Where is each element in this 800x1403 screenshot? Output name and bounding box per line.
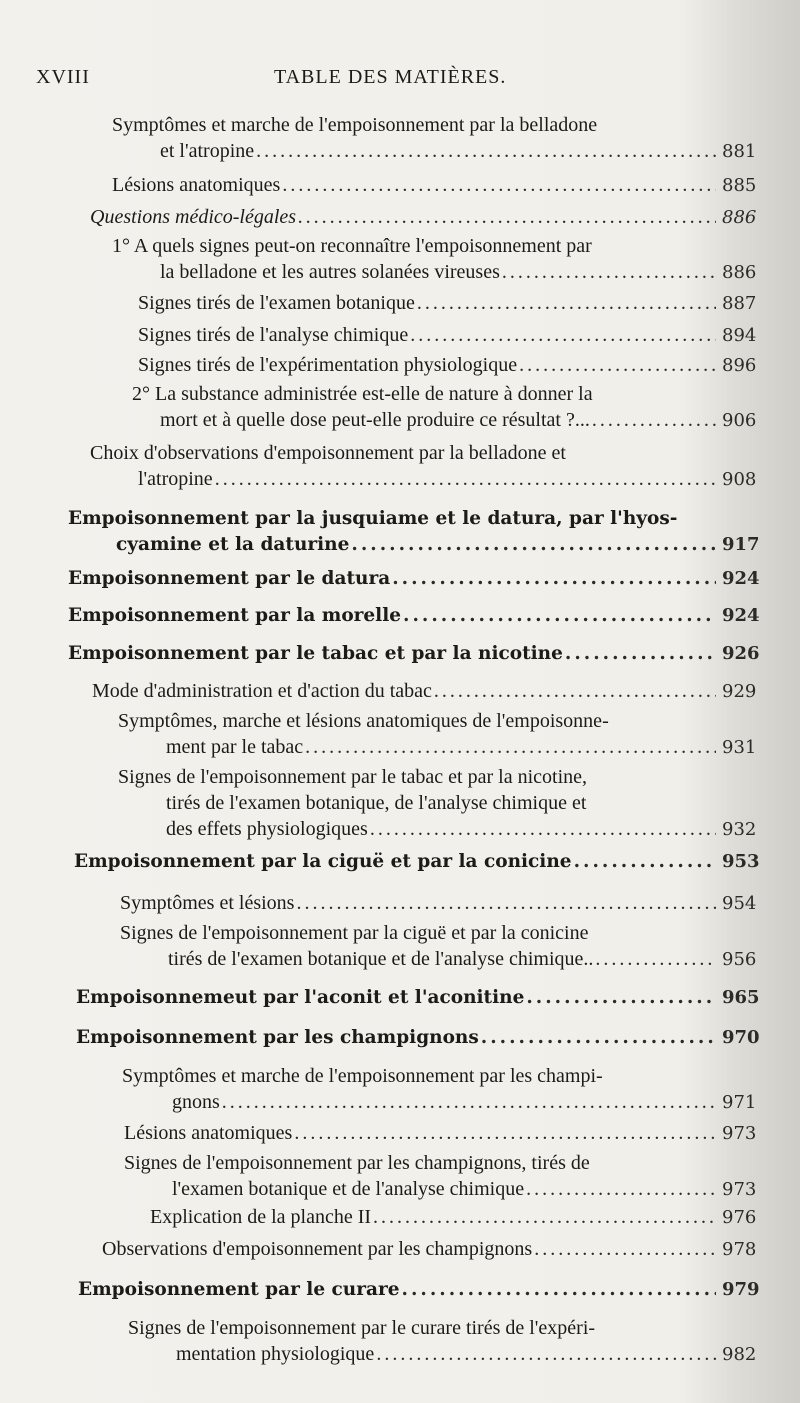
toc-entry bbox=[0, 603, 800, 629]
dot-leader bbox=[392, 566, 716, 592]
toc-entry bbox=[0, 381, 800, 434]
entry-text: gnons bbox=[172, 1091, 220, 1113]
toc-entry bbox=[0, 506, 800, 558]
dot-leader bbox=[298, 204, 716, 230]
page-number: 982 bbox=[722, 1344, 757, 1365]
entry-text: Symptômes, marche et lésions anatomiques de l'empoisonne- bbox=[118, 710, 609, 732]
page-number: 970 bbox=[722, 1027, 760, 1048]
toc-entry bbox=[0, 641, 800, 667]
page-number: 956 bbox=[722, 949, 757, 970]
toc-entry bbox=[0, 322, 800, 349]
toc-entry bbox=[0, 1315, 800, 1368]
dot-leader bbox=[351, 532, 716, 558]
page-number: 886 bbox=[722, 207, 757, 228]
page-number: 971 bbox=[722, 1092, 757, 1113]
page-number: 924 bbox=[722, 605, 760, 626]
page-number: 896 bbox=[722, 355, 757, 376]
dot-leader bbox=[526, 985, 716, 1011]
entry-text: Mode d'administration et d'action du tabac bbox=[92, 680, 432, 702]
dot-leader bbox=[565, 641, 716, 667]
entry-text: ment par le tabac bbox=[166, 736, 304, 758]
entry-text: Observations d'empoisonnement par les champignons bbox=[102, 1238, 533, 1260]
toc-entry bbox=[0, 920, 800, 973]
page-header bbox=[36, 66, 760, 96]
page-number: 926 bbox=[722, 643, 760, 664]
page-number: 917 bbox=[722, 534, 760, 555]
dot-leader bbox=[282, 172, 716, 198]
entry-text: Signes tirés de l'expérimentation physiologique bbox=[138, 354, 518, 376]
entry-text: 2° La substance administrée est-elle de nature à donner la bbox=[132, 383, 593, 405]
page-number: 908 bbox=[722, 469, 757, 490]
page-number: 979 bbox=[722, 1279, 760, 1300]
toc-entry bbox=[0, 204, 800, 231]
entry-text: Empoisonnement par le tabac et par la nicotine bbox=[68, 643, 563, 664]
page-number: 978 bbox=[722, 1239, 757, 1260]
toc-entry bbox=[0, 233, 800, 286]
toc-entry bbox=[0, 566, 800, 592]
entry-text: Signes de l'empoisonnement par les champignons, tirés de bbox=[124, 1152, 590, 1174]
page-number: 894 bbox=[722, 325, 757, 346]
page-number: 973 bbox=[722, 1123, 757, 1144]
page-number: 885 bbox=[722, 175, 757, 196]
entry-text: Empoisonnement par le datura bbox=[68, 568, 391, 589]
dot-leader bbox=[502, 259, 716, 285]
entry-text: Signes tirés de l'analyse chimique bbox=[138, 324, 409, 346]
page-number: 976 bbox=[722, 1207, 757, 1228]
entry-text: Empoisonnement par les champignons bbox=[76, 1027, 479, 1048]
entry-text: mentation physiologique bbox=[176, 1343, 375, 1365]
toc-entry bbox=[0, 1204, 800, 1231]
entry-text: l'examen botanique et de l'analyse chimique bbox=[172, 1178, 525, 1200]
entry-text: Signes de l'empoisonnement par la ciguë et par la conicine bbox=[120, 922, 589, 944]
dot-leader bbox=[481, 1025, 716, 1051]
dot-leader bbox=[370, 816, 716, 842]
toc-entry bbox=[0, 1025, 800, 1051]
entry-text: la belladone et les autres solanées vireuses bbox=[160, 261, 500, 283]
entry-text: 1° A quels signes peut-on reconnaître l'empoisonnement par bbox=[112, 235, 592, 257]
page-number: 886 bbox=[722, 262, 757, 283]
entry-text: Signes de l'empoisonnement par le tabac et par la nicotine, bbox=[118, 766, 588, 788]
entry-text: Empoisonnement par la jusquiame et le datura, par l'hyos- bbox=[68, 508, 678, 529]
toc-entry bbox=[0, 172, 800, 199]
toc-entry bbox=[0, 764, 800, 843]
dot-leader bbox=[256, 138, 716, 164]
page-folio: XVIII bbox=[36, 66, 90, 88]
page-number: 906 bbox=[722, 410, 757, 431]
toc-entry bbox=[0, 849, 800, 875]
running-title: TABLE DES MATIÈRES. bbox=[274, 66, 507, 88]
toc-entry bbox=[0, 708, 800, 761]
toc-entry bbox=[0, 1236, 800, 1263]
dot-leader bbox=[526, 1176, 716, 1202]
dot-leader bbox=[305, 734, 716, 760]
toc-entry bbox=[0, 1277, 800, 1303]
toc-entry bbox=[0, 678, 800, 705]
toc-entry bbox=[0, 1063, 800, 1116]
entry-text: Lésions anatomiques bbox=[124, 1122, 293, 1144]
dot-leader bbox=[574, 849, 716, 875]
toc-entry bbox=[0, 890, 800, 917]
entry-text: Symptômes et marche de l'empoisonnement par la belladone bbox=[112, 114, 598, 136]
entry-text: Symptômes et lésions bbox=[120, 892, 295, 914]
page-number: 954 bbox=[722, 893, 757, 914]
dot-leader bbox=[296, 890, 716, 916]
entry-text: tirés de l'examen botanique, de l'analyse chimique et bbox=[166, 792, 587, 814]
toc-entry bbox=[0, 1120, 800, 1147]
page-number: 887 bbox=[722, 293, 757, 314]
page-number: 932 bbox=[722, 819, 757, 840]
entry-text: tirés de l'examen botanique et de l'analyse chimique.. bbox=[168, 948, 594, 970]
toc-entry bbox=[0, 440, 800, 493]
page-number: 881 bbox=[722, 141, 757, 162]
dot-leader bbox=[373, 1204, 716, 1230]
toc-entry bbox=[0, 1150, 800, 1203]
entry-text: mort et à quelle dose peut-elle produire ce résultat ?... bbox=[160, 409, 590, 431]
toc-entry bbox=[0, 112, 800, 165]
dot-leader bbox=[294, 1120, 716, 1146]
entry-text: Signes de l'empoisonnement par le curare tirés de l'expéri- bbox=[128, 1317, 596, 1339]
dot-leader bbox=[595, 946, 716, 972]
entry-text: Symptômes et marche de l'empoisonnement par les champi- bbox=[122, 1065, 603, 1087]
entry-text: Empoisonnemeut par l'aconit et l'aconitine bbox=[76, 987, 525, 1008]
toc-entry bbox=[0, 352, 800, 379]
entry-text: Empoisonnement par la ciguë et par la conicine bbox=[74, 851, 572, 872]
entry-text: Questions médico-légales bbox=[90, 206, 297, 228]
dot-leader bbox=[592, 407, 716, 433]
page-number: 931 bbox=[722, 737, 757, 758]
dot-leader bbox=[376, 1341, 716, 1367]
entry-text: des effets physiologiques bbox=[166, 818, 368, 840]
dot-leader bbox=[534, 1236, 716, 1262]
page-number: 965 bbox=[722, 987, 760, 1008]
dot-leader bbox=[434, 678, 716, 704]
dot-leader bbox=[403, 603, 716, 629]
entry-text: Empoisonnement par la morelle bbox=[68, 605, 402, 626]
entry-text: l'atropine bbox=[138, 468, 213, 490]
entry-text: Choix d'observations d'empoisonnement par la belladone et bbox=[90, 442, 566, 464]
entry-text: Lésions anatomiques bbox=[112, 174, 281, 196]
entry-text: Explication de la planche II bbox=[150, 1206, 372, 1228]
page-number: 929 bbox=[722, 681, 757, 702]
toc-entry bbox=[0, 985, 800, 1011]
dot-leader bbox=[519, 352, 716, 378]
entry-text: Empoisonnement par le curare bbox=[78, 1279, 400, 1300]
page-number: 973 bbox=[722, 1179, 757, 1200]
toc-entry bbox=[0, 290, 800, 317]
page-number: 924 bbox=[722, 568, 760, 589]
dot-leader bbox=[222, 1089, 716, 1115]
dot-leader bbox=[410, 322, 716, 348]
dot-leader bbox=[417, 290, 716, 316]
page-number: 953 bbox=[722, 851, 760, 872]
dot-leader bbox=[215, 466, 716, 492]
dot-leader bbox=[402, 1277, 716, 1303]
entry-text: cyamine et la daturine bbox=[116, 534, 350, 555]
entry-text: et l'atropine bbox=[160, 140, 255, 162]
entry-text: Signes tirés de l'examen botanique bbox=[138, 292, 415, 314]
